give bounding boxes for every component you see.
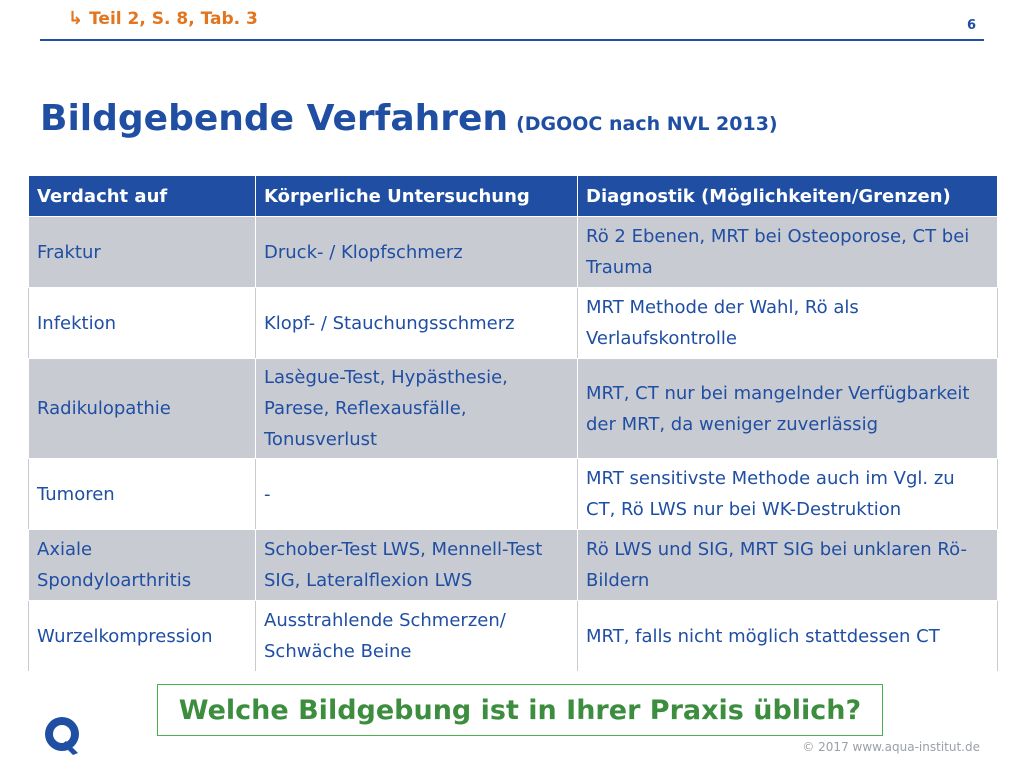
table-cell: Axiale Spondyloarthritis: [29, 530, 256, 601]
column-header: Diagnostik (Möglichkeiten/Grenzen): [578, 176, 998, 217]
table-cell: MRT, falls nicht möglich stattdessen CT: [578, 601, 998, 672]
slide-title: [40, 98, 778, 139]
table-cell: Tumoren: [29, 459, 256, 530]
table-cell: Rö 2 Ebenen, MRT bei Osteoporose, CT bei Trauma: [578, 217, 998, 288]
column-header: Körperliche Untersuchung: [256, 176, 578, 217]
return-arrow-icon: ↳: [68, 8, 84, 29]
table-row: [29, 288, 998, 359]
table-row: [29, 530, 998, 601]
page-number: 6: [966, 18, 976, 33]
table-cell: Ausstrahlende Schmerzen/ Schwäche Beine: [256, 601, 578, 672]
table-cell: Lasègue-Test, Hypästhesie, Parese, Reflexausfälle, Tonusverlust: [256, 359, 578, 459]
table-row: [29, 217, 998, 288]
table-cell: Druck- / Klopfschmerz: [256, 217, 578, 288]
column-header: Verdacht auf: [29, 176, 256, 217]
question-text: Welche Bildgebung ist in Ihrer Praxis üblich?: [178, 694, 862, 726]
table-cell: MRT Methode der Wahl, Rö als Verlaufskontrolle: [578, 288, 998, 359]
reference-text: Teil 2, S. 8, Tab. 3: [89, 8, 258, 29]
table-cell: Wurzelkompression: [29, 601, 256, 672]
copyright: © 2017 www.aqua-institut.de: [802, 740, 980, 754]
table-cell: -: [256, 459, 578, 530]
table-row: [29, 601, 998, 672]
title-source: (DGOOC nach NVL 2013): [516, 113, 778, 135]
table-row: [29, 359, 998, 459]
table-cell: Radikulopathie: [29, 359, 256, 459]
title-main: Bildgebende Verfahren: [40, 98, 509, 139]
table-cell: Infektion: [29, 288, 256, 359]
table-cell: Rö LWS und SIG, MRT SIG bei unklaren Rö-Bildern: [578, 530, 998, 601]
table-cell: MRT sensitivste Methode auch im Vgl. zu CT, Rö LWS nur bei WK-Destruktion: [578, 459, 998, 530]
header-divider: [40, 39, 984, 41]
table-cell: Fraktur: [29, 217, 256, 288]
question-box: [157, 684, 883, 736]
aqua-logo: [40, 713, 84, 761]
imaging-table: [28, 175, 998, 672]
table-header-row: [29, 176, 998, 217]
table-cell: Klopf- / Stauchungsschmerz: [256, 288, 578, 359]
table-row: [29, 459, 998, 530]
q-logo-icon: [40, 713, 84, 757]
table-cell: Schober-Test LWS, Mennell-Test SIG, Lateralflexion LWS: [256, 530, 578, 601]
table-cell: MRT, CT nur bei mangelnder Verfügbarkeit der MRT, da weniger zuverlässig: [578, 359, 998, 459]
reference-link: [68, 8, 258, 29]
